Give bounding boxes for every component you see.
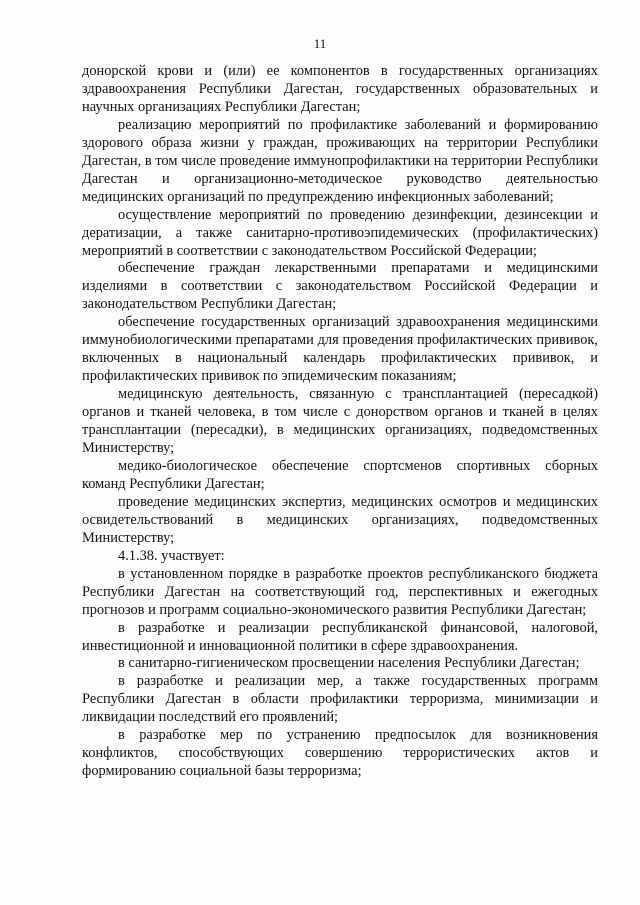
paragraph-immunobiological-supply: обеспечение государственных организаций здравоохранения медицинскими иммунобиологическими препаратами для проведения профилактических прививок, включенных в национальный календарь профилактических прививок, и профилактических прививок по эпидемическим показаниям; <box>82 314 598 385</box>
paragraph-budget-development: в установленном порядке в разработке проектов республиканского бюджета Республики Дагестан на соответствующий год, перспективных и ежегодных прогнозов и программ социально-экономического развития Республики Дагестан; <box>82 565 598 618</box>
paragraph-financial-policy: в разработке и реализации республиканской финансовой, налоговой, инвестиционной и инновационной политики в сфере здравоохранения. <box>82 619 598 654</box>
paragraph-terrorism-prevention: в разработке и реализации мер, а также государственных программ Республики Дагестан в области профилактики терроризма, минимизации и ликвидации последствий его проявлений; <box>82 673 598 726</box>
paragraph-disease-prevention: реализацию мероприятий по профилактике заболеваний и формированию здорового образа жизни у граждан, проживающих на территории Республики Дагестан, в том числе проведение иммунопрофилактики на территории Республики Дагестан и организационно-методическое руководство деятельностью медицинских организаций по предупреждению инфекционных заболеваний; <box>82 116 598 205</box>
paragraph-medical-examinations: проведение медицинских экспертиз, медицинских осмотров и медицинских освидетельствований в медицинских организациях, подведомственных Министерству; <box>82 493 598 546</box>
page-number: 11 <box>313 36 327 51</box>
paragraph-blood-donor-organizations: донорской крови и (или) ее компонентов в государственных организациях здравоохранения Республики Дагестан, государственных образовательных и научных организациях Республики Дагестан; <box>82 63 598 115</box>
document-body <box>82 63 598 781</box>
paragraph-section-4-1-38: 4.1.38. участвует: <box>118 547 225 564</box>
paragraph-conflict-prevention: в разработке мер по устранению предпосылок для возникновения конфликтов, способствующих совершению террористических актов и формированию социальной базы терроризма; <box>82 727 598 780</box>
paragraph-sports-medicine: медико-биологическое обеспечение спортсменов спортивных сборных команд Республики Дагестан; <box>82 457 598 492</box>
paragraph-transplantation: медицинскую деятельность, связанную с трансплантацией (пересадкой) органов и тканей человека, в том числе с донорством органов и тканей в целях трансплантации (пересадки), в медицинских организациях, подведомственных Министерству; <box>82 386 598 457</box>
paragraph-sanitary-education: в санитарно-гигиеническом просвещении населения Республики Дагестан; <box>118 655 580 672</box>
paragraph-drug-provision: обеспечение граждан лекарственными препаратами и медицинскими изделиями в соответствии с законодательством Российской Федерации и законодательством Республики Дагестан; <box>82 260 598 313</box>
paragraph-disinfection: осуществление мероприятий по проведению дезинфекции, дезинсекции и дератизации, а также санитарно-противоэпидемических (профилактических) мероприятий в соответствии с законодательством Российской Федерации; <box>82 206 598 259</box>
